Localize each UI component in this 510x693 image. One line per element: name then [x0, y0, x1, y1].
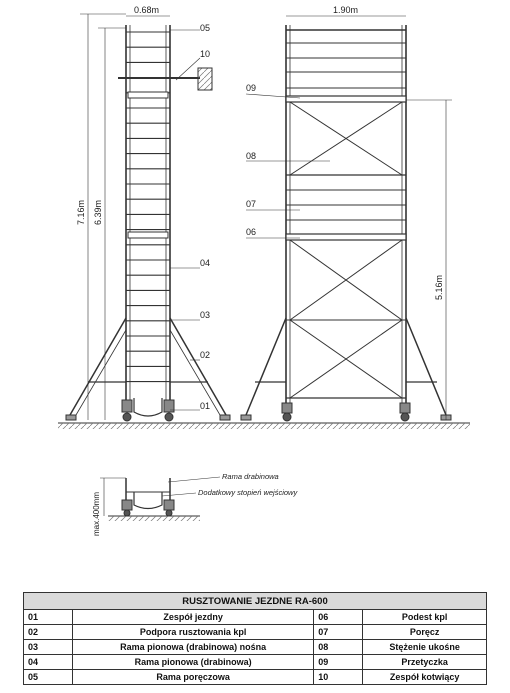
detail-dim: max.400mm: [92, 491, 101, 536]
detail-frame-label: Rama drabinowa: [222, 472, 279, 481]
part-name: Poręcz: [363, 625, 487, 640]
dim-total-height: 7.16m: [76, 199, 86, 225]
part-name: Podpora rusztowania kpl: [73, 625, 314, 640]
callout-09: 09: [246, 83, 257, 93]
dim-right-height: 5.16m: [434, 274, 444, 300]
callout-01: 01: [200, 401, 211, 411]
front-view: [240, 16, 470, 429]
dim-right-width: 1.90m: [333, 5, 359, 15]
table-row: [24, 610, 487, 625]
callout-06: 06: [246, 227, 257, 237]
parts-table: [23, 592, 487, 685]
part-number: 01: [24, 610, 73, 625]
part-name: Zespół kotwiący: [363, 670, 487, 685]
part-name: Rama poręczowa: [73, 670, 314, 685]
detail-step-label: Dodatkowy stopień wejściowy: [198, 488, 298, 497]
callout-03: 03: [200, 310, 211, 320]
table-title: RUSZTOWANIE JEZDNE RA-600: [24, 593, 487, 610]
part-name: Stężenie ukośne: [363, 640, 487, 655]
step-detail: [100, 477, 220, 521]
part-name: Zespół jezdny: [73, 610, 314, 625]
callout-05: 05: [200, 23, 211, 33]
callout-04: 04: [200, 258, 211, 268]
callout-08: 08: [246, 151, 257, 161]
callout-07: 07: [246, 199, 257, 209]
part-name: Rama pionowa (drabinowa) nośna: [73, 640, 314, 655]
side-callouts: [170, 30, 200, 410]
part-number: 05: [24, 670, 73, 685]
part-name: Przetyczka: [363, 655, 487, 670]
dim-left-width: 0.68m: [134, 5, 160, 15]
front-callouts: [246, 94, 330, 238]
part-number: 10: [314, 670, 363, 685]
table-row: [24, 655, 487, 670]
part-number: 02: [24, 625, 73, 640]
table-row: [24, 625, 487, 640]
part-number: 07: [314, 625, 363, 640]
part-number: 04: [24, 655, 73, 670]
part-name: Rama pionowa (drabinowa): [73, 655, 314, 670]
part-number: 09: [314, 655, 363, 670]
part-number: 06: [314, 610, 363, 625]
part-name: Podest kpl: [363, 610, 487, 625]
dim-platform-height: 6.39m: [93, 199, 103, 225]
part-number: 03: [24, 640, 73, 655]
part-number: 08: [314, 640, 363, 655]
table-row: [24, 670, 487, 685]
table-row: [24, 640, 487, 655]
callout-10: 10: [200, 49, 211, 59]
callout-02: 02: [200, 350, 211, 360]
